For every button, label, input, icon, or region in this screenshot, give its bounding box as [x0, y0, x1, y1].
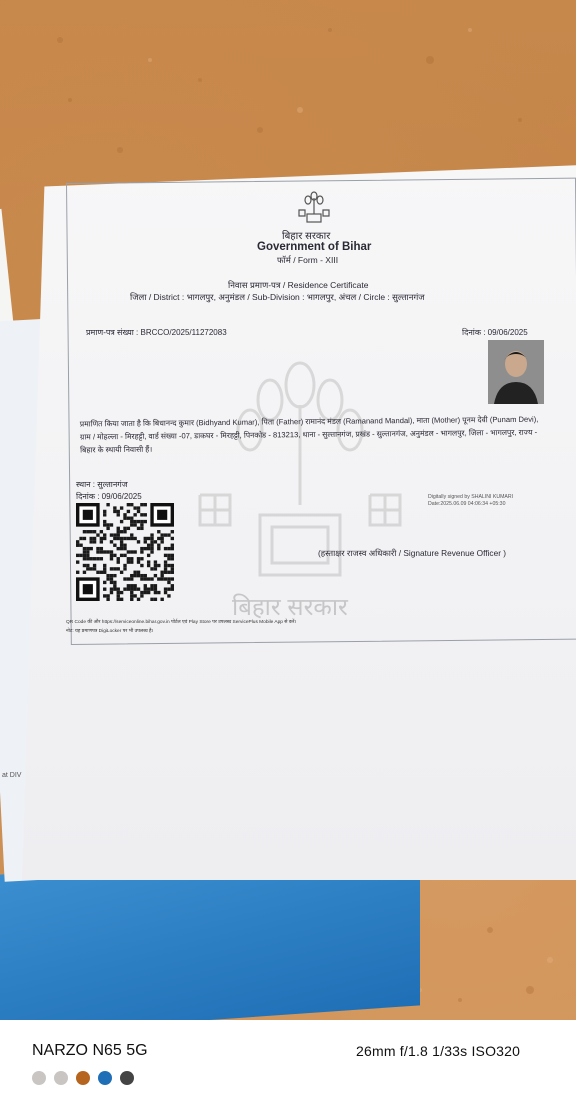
certificate-number: प्रमाण-पत्र संख्या : BRCCO/2025/11272083 — [86, 328, 227, 337]
color-dot — [32, 1071, 46, 1085]
camera-watermark-bar — [0, 1020, 576, 1103]
place-date: दिनांक : 09/06/2025 — [76, 492, 142, 501]
applicant-photo — [488, 340, 544, 404]
district-line: जिला / District : भागलपुर, अनुमंडल / Sub-Division : भागलपुर, अंचल / Circle : सुल्तानगंज — [130, 292, 425, 302]
government-title: Government of Bihar — [257, 241, 372, 253]
watermark-emblem — [190, 345, 410, 625]
color-dot — [120, 1071, 134, 1085]
camera-exif: 26mm f/1.8 1/33s ISO320 — [356, 1043, 521, 1059]
issue-date: दिनांक : 09/06/2025 — [462, 328, 528, 337]
camera-model: NARZO N65 5G — [32, 1042, 148, 1059]
certificate-title: निवास प्रमाण-पत्र / Residence Certificate — [228, 280, 369, 290]
qr-code-icon — [76, 503, 174, 601]
digilocker-note: नोट: यह प्रमाणपत्र DigiLocker पर भी उपलब्ध है। — [66, 629, 154, 634]
watermark-text: बिहार सरकार — [232, 594, 348, 621]
bihar-emblem-icon — [296, 190, 332, 226]
signature-label: (हस्ताक्षर राजस्व अधिकारी / Signature Revenue Officer ) — [318, 548, 507, 558]
color-dots — [32, 1071, 134, 1085]
background-text: at DIV — [2, 772, 22, 779]
digital-signature-name: Digitally signed by SHALINI KUMARI — [428, 494, 514, 500]
person-photo-icon — [488, 340, 544, 404]
qr-note: QR Code की और https://serviceonline.bihar.gov.in पोर्टल एवं Play Store पर उपलब्ध ServicePlus Mobile App से करें। — [66, 620, 297, 625]
certificate-body: प्रमाणित किया जाता है कि बिधानन्द कुमार (Bidhyand Kumar), पिता (Father) रामानंद मंडल (Ramanand Mandal), माता (Mother) पूनम देवी (Punam Devi), ग्राम / मोहल्ला - मिरहट्टी, वार्ड संख्या -07, डाकघर - मिरहट्टी, पिनकोड - 813213, थाना - सुल्तानगंज, प्रखंड - सुल्तानगंज, अनुमंडल - भागलपुर, जिला - भागलपुर, राज्य - बिहार के स्थायी निवासी हैं। — [79, 414, 539, 455]
form-number: फॉर्म / Form - XIII — [277, 255, 339, 265]
color-dot — [54, 1071, 68, 1085]
place: स्थान : सुल्तानगंज — [76, 480, 128, 489]
state-name-hindi: बिहार सरकार — [282, 231, 331, 242]
color-dot — [76, 1071, 90, 1085]
color-dot — [98, 1071, 112, 1085]
digital-signature-date: Date:2025.06.09 04:06:34 +05:30 — [428, 501, 506, 507]
